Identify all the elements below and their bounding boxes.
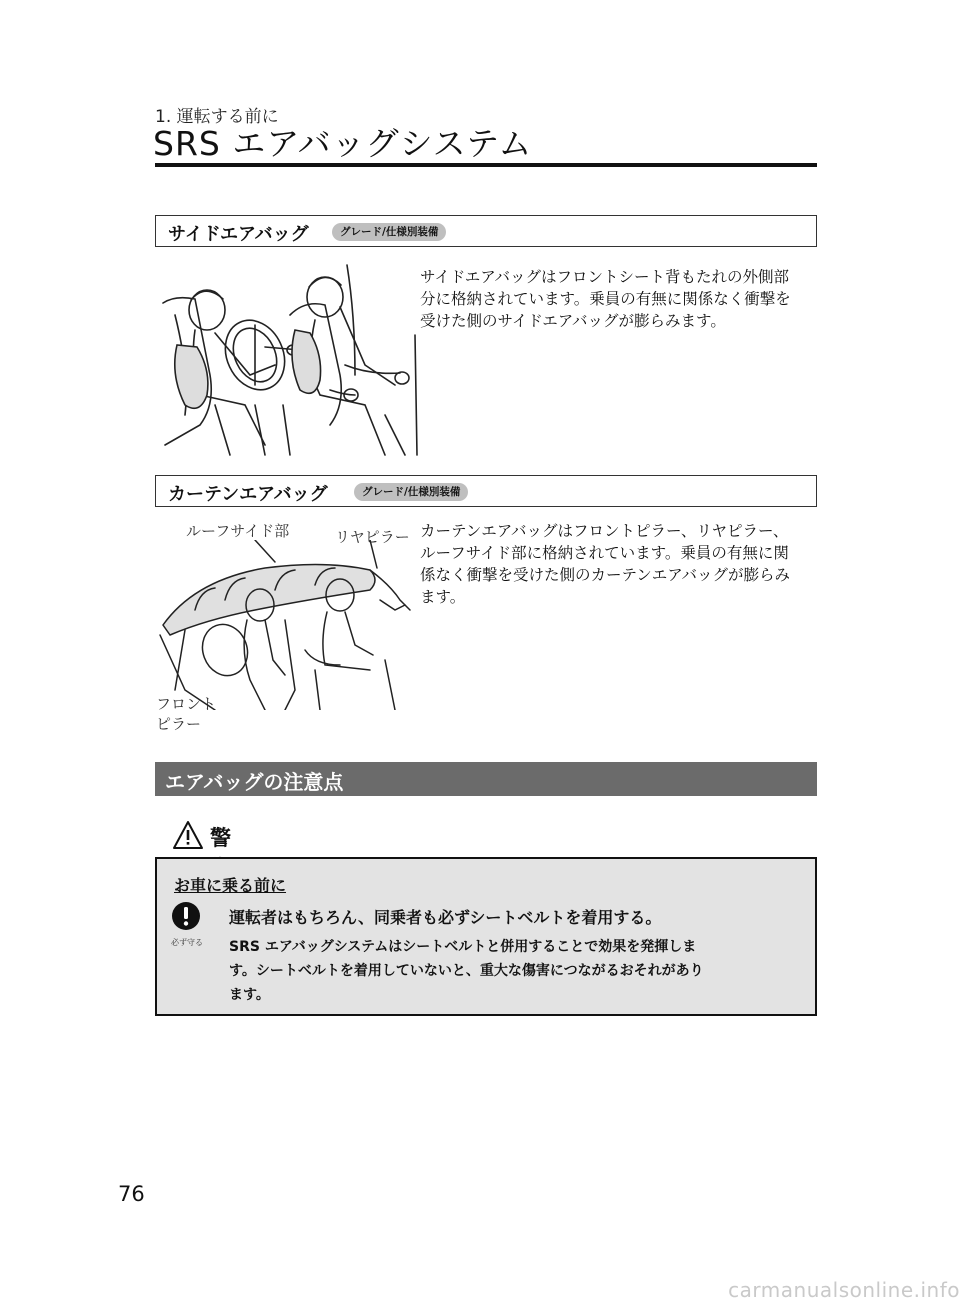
label-roof-side: ルーフサイド部	[186, 522, 290, 540]
curtain-airbag-text-line: 係なく衝撃を受けた側のカーテンエアバッグが膨らみ	[420, 566, 790, 584]
curtain-airbag-text-line: ます。	[420, 588, 466, 606]
side-airbag-badge: グレード/仕様別装備	[332, 223, 446, 241]
side-airbag-text-line: 受けた側のサイドエアバッグが膨らみます。	[420, 312, 726, 330]
curtain-airbag-text-line: ルーフサイド部に格納されています。乗員の有無に関	[420, 544, 789, 562]
warning-body-line: ます。	[229, 987, 270, 1003]
side-airbag-header	[155, 215, 817, 247]
warning-subtitle: お車に乗る前に	[174, 876, 287, 895]
curtain-airbag-title: カーテンエアバッグ	[168, 484, 328, 505]
curtain-airbag-illustration	[155, 540, 415, 710]
warning-label: 警	[210, 826, 231, 850]
page-number: 76	[118, 1182, 145, 1206]
label-rear-pillar: リヤピラー	[335, 528, 410, 546]
curtain-airbag-badge: グレード/仕様別装備	[354, 483, 468, 501]
warning-triangle-icon	[172, 820, 204, 850]
chapter-heading: 1. 運転する前に	[155, 107, 279, 127]
label-front-pillar-1: フロント	[156, 695, 217, 713]
exclamation-circle-icon	[171, 901, 201, 931]
must-follow-label: 必ず守る	[171, 938, 203, 947]
curtain-airbag-text-line: カーテンエアバッグはフロントピラー、リヤピラー、	[420, 522, 789, 540]
side-airbag-text-line: 分に格納されています。乗員の有無に関係なく衝撃を	[420, 290, 791, 308]
precautions-heading-bar	[155, 762, 817, 796]
curtain-airbag-header	[155, 475, 817, 507]
warning-box	[155, 857, 817, 1016]
warning-body-line: す。シートベルトを着用していないと、重大な傷害につながるおそれがあり	[229, 963, 704, 979]
warning-lead: 運転者はもちろん、同乗者も必ずシートベルトを着用する。	[229, 908, 662, 927]
curtain-airbag-description	[420, 520, 790, 608]
page-title: SRS エアバッグシステム	[153, 124, 533, 163]
warning-body	[229, 935, 804, 1007]
title-rule	[155, 163, 817, 167]
side-airbag-title: サイドエアバッグ	[168, 224, 309, 245]
precautions-title: エアバッグの注意点	[165, 770, 344, 794]
warning-heading	[172, 820, 231, 852]
watermark: carmanualsonline.info	[728, 1278, 960, 1302]
warning-body-line: SRS エアバッグシステムはシートベルトと併用することで効果を発揮しま	[229, 939, 697, 955]
side-airbag-description	[420, 266, 791, 332]
label-front-pillar-2: ピラー	[156, 715, 202, 733]
side-airbag-text-line: サイドエアバッグはフロントシート背もたれの外側部	[420, 268, 790, 286]
side-airbag-illustration	[155, 255, 425, 460]
